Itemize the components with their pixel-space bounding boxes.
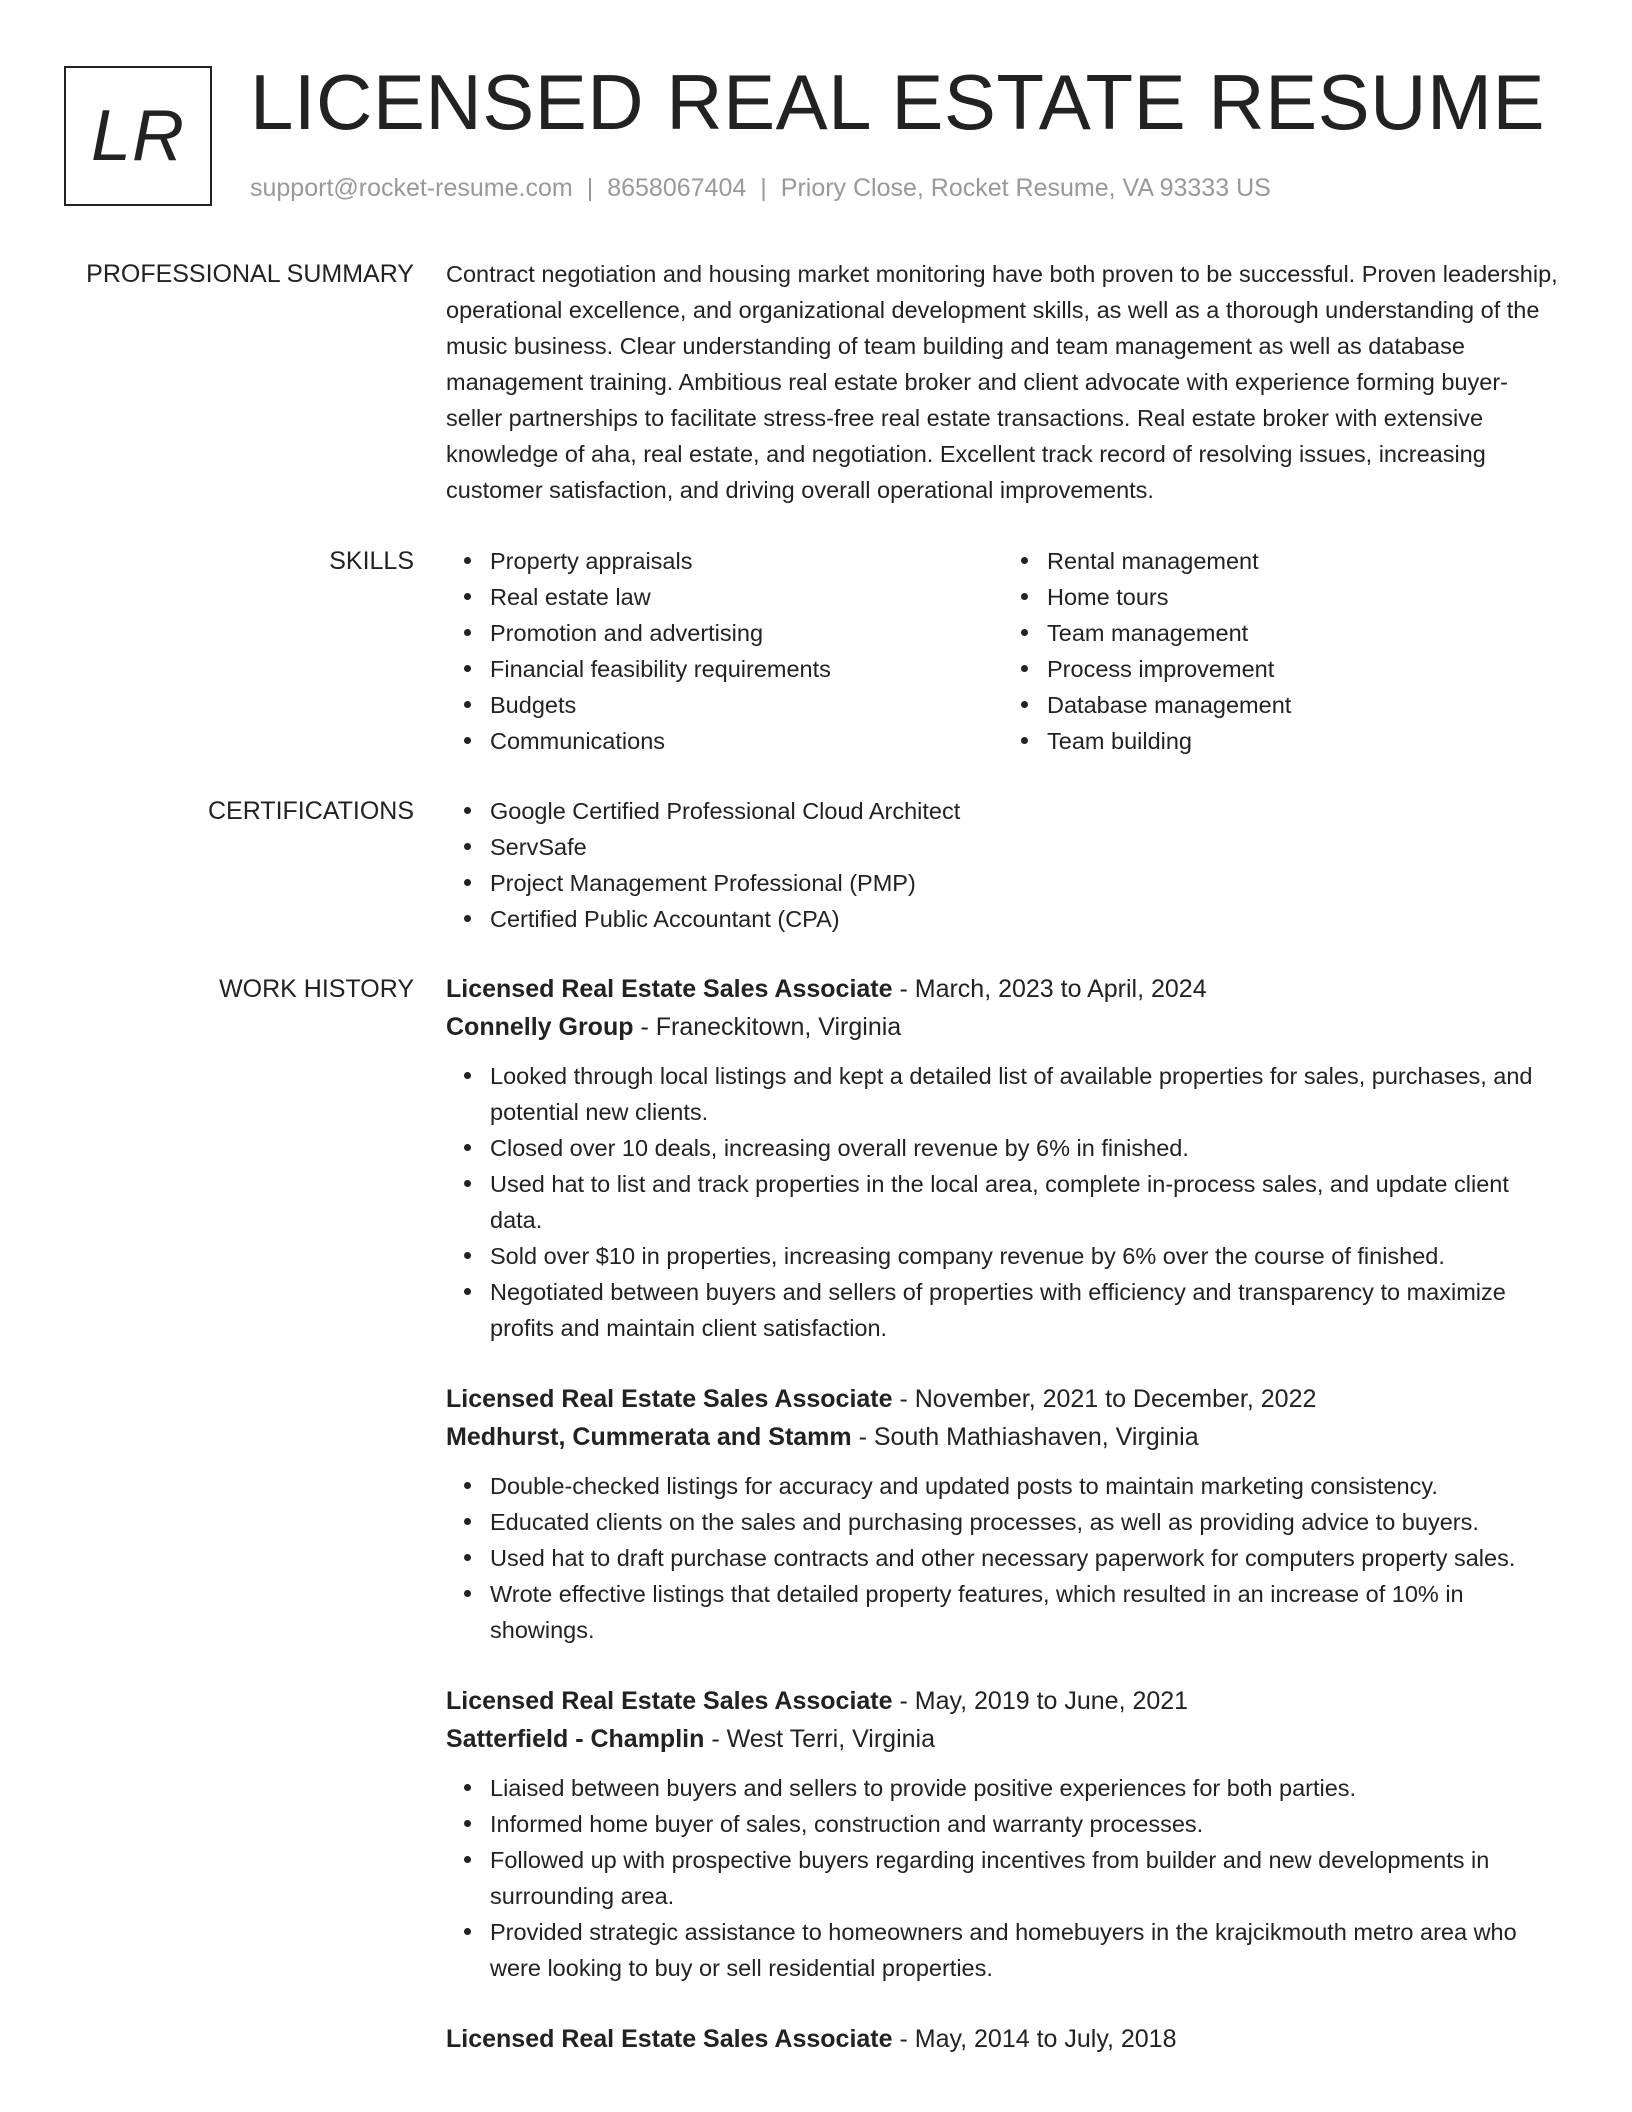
job-entry xyxy=(446,1682,1560,1986)
skills-label: SKILLS xyxy=(329,547,414,575)
skill-item: Rental management xyxy=(1047,543,1560,579)
certification-item: Google Certified Professional Cloud Architect xyxy=(490,793,1560,829)
job-company-line xyxy=(446,1418,1560,1456)
skill-item: Home tours xyxy=(1047,579,1560,615)
job-title-line xyxy=(446,1682,1560,1720)
job-bullets xyxy=(446,1058,1560,1346)
job-bullet: Wrote effective listings that detailed property features, which resulted in an increase of 10% in showings. xyxy=(490,1576,1560,1648)
job-dates: - March, 2023 to April, 2024 xyxy=(892,975,1207,1003)
job-bullet: Used hat to draft purchase contracts and other necessary paperwork for computers property sales. xyxy=(490,1540,1560,1576)
job-bullet: Informed home buyer of sales, construction and warranty processes. xyxy=(490,1806,1560,1842)
skill-item: Budgets xyxy=(490,687,1003,723)
job-dates: - November, 2021 to December, 2022 xyxy=(892,1385,1317,1413)
job-company: Satterfield - Champlin xyxy=(446,1725,705,1753)
summary-body xyxy=(446,256,1560,508)
job-company-line xyxy=(446,1720,1560,1758)
contact-line xyxy=(250,174,1271,203)
summary-text: Contract negotiation and housing market monitoring have both proven to be successful. Proven leadership, operational excellence, and organizational development skills, as well as a thorough understanding of the music business. Clear understanding of team building and team management as well as database management training. Ambitious real estate broker and client advocate with experience forming buyer-seller partnerships to facilitate stress-free real estate transactions. Real estate broker with extensive knowledge of aha, real estate, and negotiation. Excellent track record of resolving issues, increasing customer satisfaction, and driving overall operational improvements. xyxy=(446,261,1558,503)
certification-item: ServSafe xyxy=(490,829,1560,865)
job-location: - Franeckitown, Virginia xyxy=(633,1013,902,1041)
resume-title: LICENSED REAL ESTATE RESUME xyxy=(250,58,1546,146)
job-entry xyxy=(446,1380,1560,1648)
job-dates: - May, 2019 to June, 2021 xyxy=(892,1687,1189,1715)
job-bullet: Double-checked listings for accuracy and updated posts to maintain marketing consistency. xyxy=(490,1468,1560,1504)
work-history-label: WORK HISTORY xyxy=(219,975,414,1003)
job-location: - West Terri, Virginia xyxy=(704,1725,936,1753)
job-company-line xyxy=(446,1008,1560,1046)
job-bullet: Negotiated between buyers and sellers of properties with efficiency and transparency to maximize profits and maintain client satisfaction. xyxy=(490,1274,1560,1346)
contact-email: support@rocket-resume.com xyxy=(250,174,573,202)
job-company: Connelly Group xyxy=(446,1013,634,1041)
skills-body xyxy=(446,543,1560,759)
skills-list-left xyxy=(446,543,1003,759)
certification-item: Certified Public Accountant (CPA) xyxy=(490,901,1560,937)
contact-address: Priory Close, Rocket Resume, VA 93333 US xyxy=(780,174,1271,202)
skill-item: Promotion and advertising xyxy=(490,615,1003,651)
job-title: Licensed Real Estate Sales Associate xyxy=(446,1385,893,1413)
job-bullet: Sold over $10 in properties, increasing company revenue by 6% over the course of finished. xyxy=(490,1238,1560,1274)
job-company: Medhurst, Cummerata and Stamm xyxy=(446,1423,852,1451)
job-bullets xyxy=(446,1468,1560,1648)
skill-item: Team building xyxy=(1047,723,1560,759)
job-dates: - May, 2014 to July, 2018 xyxy=(892,2025,1177,2053)
job-bullets xyxy=(446,1770,1560,1986)
job-bullet: Liaised between buyers and sellers to provide positive experiences for both parties. xyxy=(490,1770,1560,1806)
job-title-line xyxy=(446,2020,1560,2058)
job-bullet: Closed over 10 deals, increasing overall revenue by 6% in finished. xyxy=(490,1130,1560,1166)
certification-item: Project Management Professional (PMP) xyxy=(490,865,1560,901)
job-title: Licensed Real Estate Sales Associate xyxy=(446,975,893,1003)
certifications-label: CERTIFICATIONS xyxy=(207,797,414,825)
contact-separator: | xyxy=(760,174,767,202)
skill-item: Database management xyxy=(1047,687,1560,723)
job-title-line xyxy=(446,970,1560,1008)
job-entry xyxy=(446,2020,1560,2058)
skill-item: Team management xyxy=(1047,615,1560,651)
job-location: - South Mathiashaven, Virginia xyxy=(851,1423,1199,1451)
certifications-body xyxy=(446,793,1560,937)
monogram-logo: LR xyxy=(64,66,212,206)
skills-list-right xyxy=(1003,543,1560,759)
contact-phone: 8658067404 xyxy=(607,174,747,202)
job-bullet: Used hat to list and track properties in the local area, complete in-process sales, and update client data. xyxy=(490,1166,1560,1238)
job-title-line xyxy=(446,1380,1560,1418)
skill-item: Process improvement xyxy=(1047,651,1560,687)
job-bullet: Followed up with prospective buyers regarding incentives from builder and new developments in surrounding area. xyxy=(490,1842,1560,1914)
certifications-list xyxy=(446,793,1560,937)
summary-label: PROFESSIONAL SUMMARY xyxy=(86,260,414,288)
job-title: Licensed Real Estate Sales Associate xyxy=(446,1687,893,1715)
contact-separator: | xyxy=(586,174,594,202)
job-title: Licensed Real Estate Sales Associate xyxy=(446,2025,893,2053)
work-history-body xyxy=(446,970,1560,2092)
job-bullet: Looked through local listings and kept a detailed list of available properties for sales, purchases, and potential new clients. xyxy=(490,1058,1560,1130)
job-bullet: Educated clients on the sales and purchasing processes, as well as providing advice to buyers. xyxy=(490,1504,1560,1540)
skill-item: Property appraisals xyxy=(490,543,1003,579)
skill-item: Real estate law xyxy=(490,579,1003,615)
job-entry xyxy=(446,970,1560,1346)
job-bullet: Provided strategic assistance to homeowners and homebuyers in the krajcikmouth metro area who were looking to buy or sell residential properties. xyxy=(490,1914,1560,1986)
skill-item: Communications xyxy=(490,723,1003,759)
skill-item: Financial feasibility requirements xyxy=(490,651,1003,687)
